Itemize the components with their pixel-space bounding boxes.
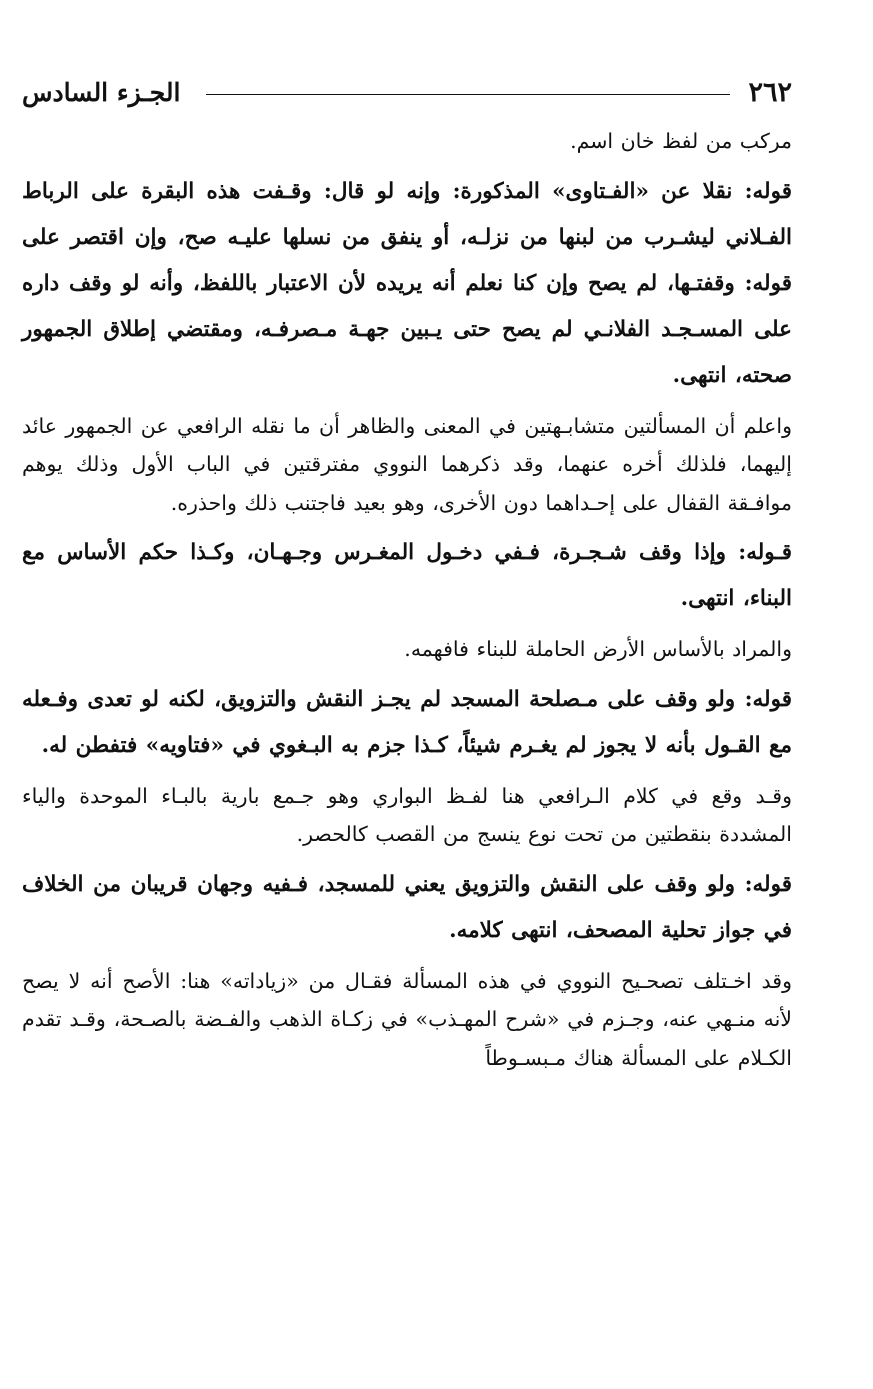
- book-page: [22, 72, 792, 1085]
- quoted-passage: قوله: ولو وقف على مـصلحة المسجد لم يجـز النقش والتزويق، لكنه لو تعدى وفـعله مع القـول بأنه لا يجوز لم يغـرم شيئاً، كـذا جزم به البـغوي في «فتاويه» فتفطن له.: [22, 686, 792, 758]
- page-header: [22, 72, 792, 112]
- paragraph-text: وقد اخـتلف تصحـيح النووي في هذه المسألة فقـال من «زياداته» هنا: الأصح أنه لا يصح لأنه منـهي عنه، وجـزم في «شرح المهـذب» في زكـاة الذهب والفـضة بالصـحة، وقـد تقدم الكـلام على المسألة هناك مـبسـوطاً: [22, 968, 792, 1070]
- quoted-passage: قوله: ولو وقف على النقش والتزويق يعني للمسجد، فـفيه وجهان قريبان من الخلاف في جواز تحلية المصحف، انتهى كلامه.: [22, 871, 792, 943]
- paragraph-text: مركب من لفظ خان اسم.: [570, 129, 792, 153]
- quoted-passage: قـوله: وإذا وقف شـجـرة، فـفي دخـول المغـرس وجـهـان، وكـذا حكم الأساس مع البناء، انتهى.: [22, 540, 792, 611]
- paragraph-text: والمراد بالأساس الأرض الحاملة للبناء فافهمه.: [404, 637, 792, 661]
- page-number: ٢٦٢: [748, 76, 792, 108]
- header-divider: [206, 94, 730, 95]
- running-title: الجـزء السادس: [22, 77, 181, 107]
- paragraph-text: وقـد وقع في كلام الـرافعي هنا لفـظ البواري وهو جـمع بارية بالبـاء الموحدة والياء المشددة بنقطتين من تحت نوع ينسج من القصب كالحصر.: [22, 783, 792, 846]
- body-text: [22, 122, 792, 1077]
- paragraph-text: واعلم أن المسألتين متشابـهتين في المعنى والظاهر أن ما نقله الرافعي عن الجمهور عائد إليهما، فلذلك أخره عنهما، وقد ذكرهما النووي مفترقتين في الباب الأول وذلك يوهم موافـقة القفال على إحـداهما دون الأخرى، وهو بعيد فاجتنب ذلك واحذره.: [22, 413, 792, 515]
- quoted-passage: قوله: نقلا عن «الفـتاوى» المذكورة: وإنه لو قال: وقـفت هذه البقرة على الرباط الفـلاني ليشـرب من لبنها من نزلـه، أو ينفق من نسلها عليـه صح، وإن اقتصر على قوله: وقفتـها، لم يصح وإن كنا نعلم أنه يريده لأن الاعتبار باللفظ، وأنه لو وقف داره على المسـجـد الفلانـي لم يصح حتى يـبين جهـة مـصرفـه، ومقتضي إطلاق الجمهور صحته، انتهى.: [22, 178, 792, 388]
